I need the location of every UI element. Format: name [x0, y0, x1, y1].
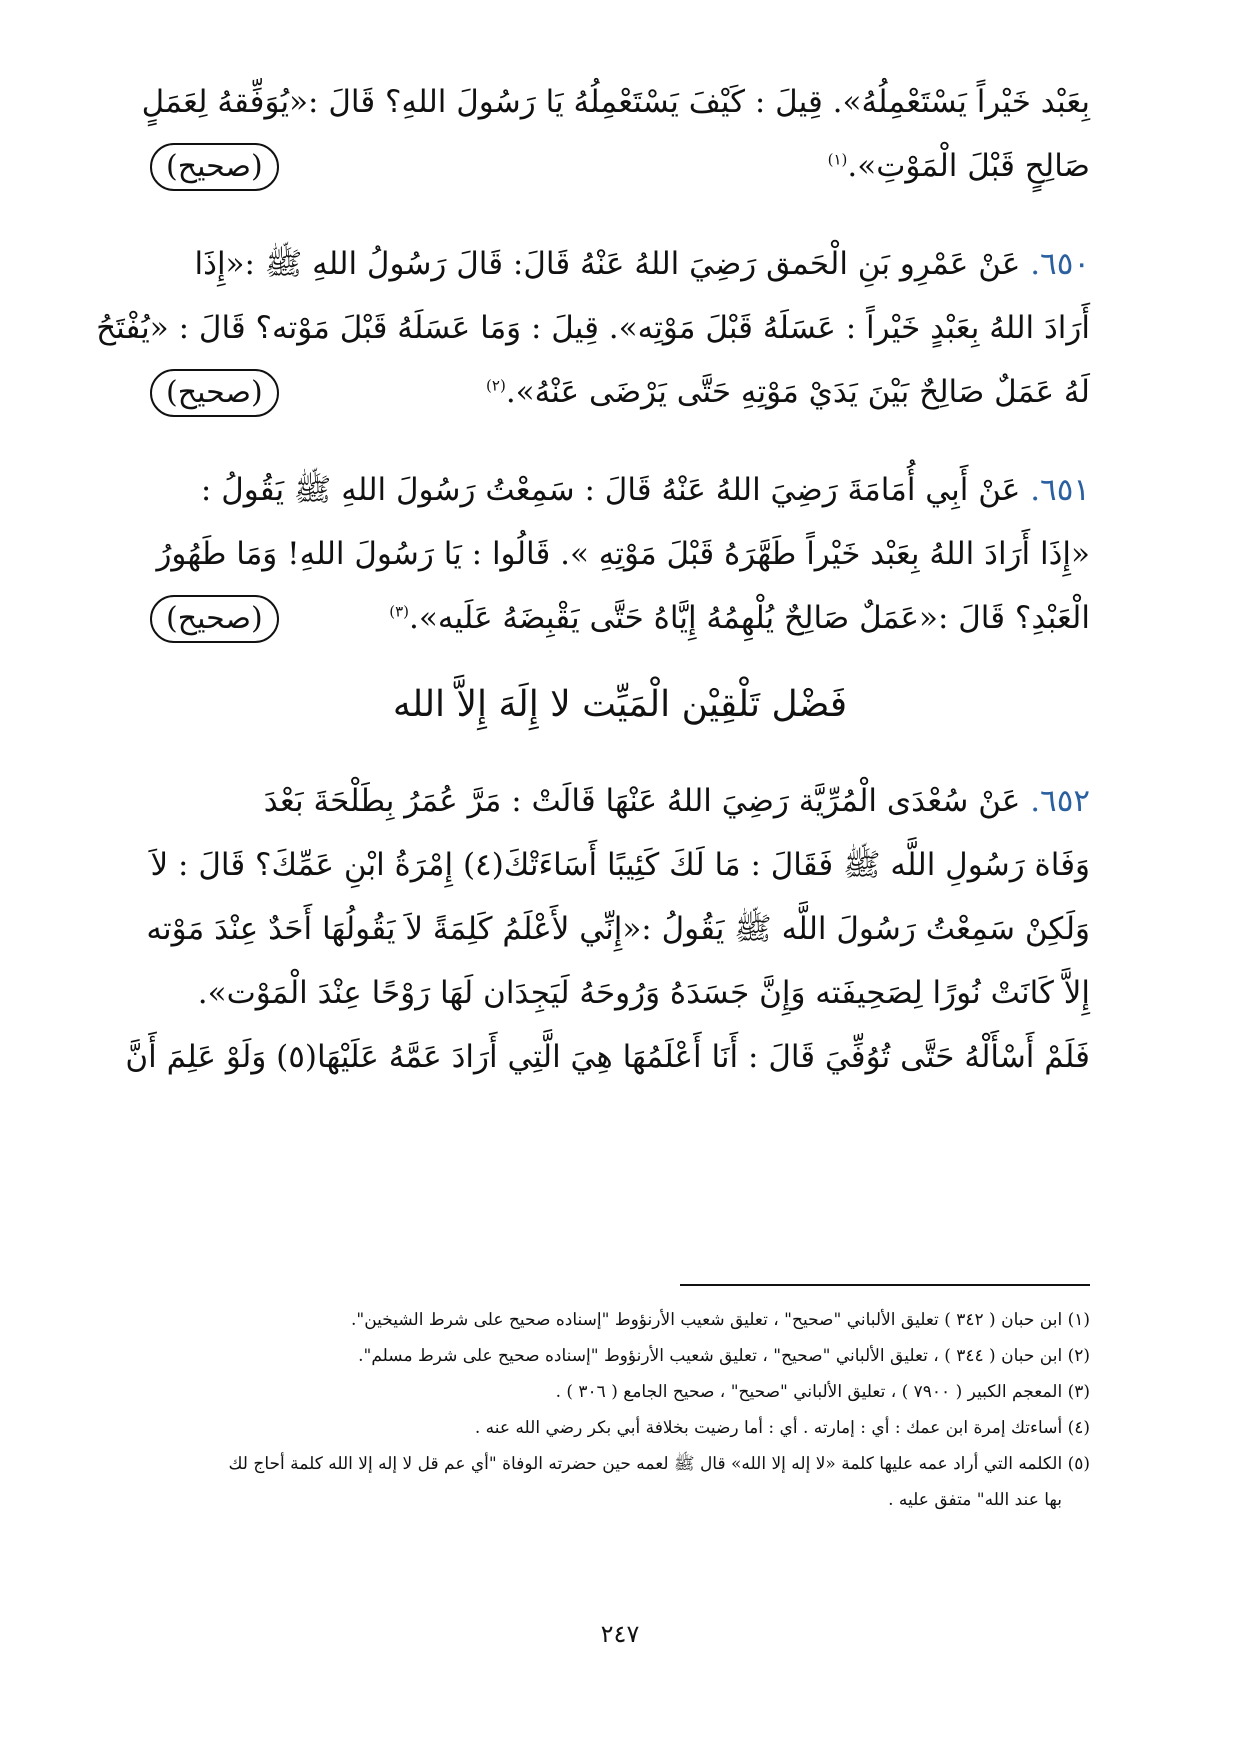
- text-line-content: [201, 458, 1090, 522]
- text-line-content: أَرَادَ اللهُ بِعَبْدٍ خَيْراً : عَسَلَهُ قَبْلَ مَوْتِه». قِيلَ : وَمَا عَسَلَهُ قَبْلَ مَوْته؟ قَالَ : «يُفْتَحُ: [96, 310, 1090, 346]
- text-line-content: «إِذَا أَرَادَ اللهُ بِعَبْد خَيْراً طَهَّرَهُ قَبْلَ مَوْتِهِ ». قَالُوا : يَا رَسُولَ اللهِ! وَمَا طَهُورُ: [156, 536, 1090, 572]
- footnote-ref[interactable]: (٢): [486, 376, 506, 395]
- text-line-content: وَفَاة رَسُولِ اللَّه ﷺ فَقَالَ : مَا لَكَ كَئِيبًا أَسَاءَتْكَ(٤) إِمْرَةُ ابْنِ عَمِّكَ؟ قَالَ : لاَ: [150, 847, 1090, 883]
- hadith-651: [150, 458, 1090, 650]
- text-line-content: [264, 769, 1090, 833]
- text-line: [96, 296, 1090, 360]
- text-line: [150, 522, 1090, 586]
- text-segment: عَنْ أَبِي أُمَامَةَ رَضِيَ اللهُ عَنْهُ قَالَ : سَمِعْتُ رَسُولَ اللهِ ﷺ يَقُولُ :: [200, 472, 1021, 508]
- hadith-number: ٦٥٢.: [1030, 783, 1090, 819]
- text-line: [150, 458, 1090, 522]
- text-line-content: [195, 232, 1090, 296]
- text-segment: لَهُ عَمَلٌ صَالِحٌ بَيْنَ يَدَيْ مَوْتِهِ حَتَّى يَرْضَى عَنْهُ».: [505, 374, 1090, 410]
- hadith-652: [125, 769, 1090, 1089]
- hadith-number: ٦٥١.: [1030, 472, 1090, 508]
- grade-badge: (صحيح): [150, 143, 279, 191]
- text-line: [141, 70, 1090, 134]
- text-line: [150, 134, 1090, 198]
- text-line: [150, 833, 1090, 897]
- text-line-content: [486, 360, 1090, 424]
- text-segment: عَنْ سُعْدَى الْمُرِّيَّة رَضِيَ اللهُ عَنْهَا قَالَتْ : مَرَّ عُمَرُ بِطَلْحَةَ بَعْدَ: [263, 783, 1021, 819]
- text-segment: الْعَبْدِ؟ قَالَ :«عَمَلٌ صَالِحٌ يُلْهِمُهُ إِيَّاهُ حَتَّى يَقْبِضَهُ عَلَيه».: [409, 600, 1090, 636]
- text-segment: صَالِحٍ قَبْلَ الْمَوْتِ».: [847, 148, 1090, 184]
- footnote-ref[interactable]: (١): [827, 150, 848, 169]
- footnote-separator: [680, 1284, 1090, 1286]
- grade-badge: (صحيح): [150, 595, 279, 643]
- text-line-content: إِلاَّ كَانَتْ نُورًا لِصَحِيفَته وَإِنَّ جَسَدَهُ وَرُوحَهُ لَيَجِدَان لَهَا رَوْحًا عِنْدَ الْمَوْت».: [197, 975, 1090, 1011]
- footnote-1: (١) ابن حبان ( ٣٤٢ ) تعليق الألباني "صحيح" ، تعليق شعيب الأرنؤوط "إسناده صحيح على شرط الشيخين".: [350, 1310, 1090, 1330]
- text-line: [150, 769, 1090, 833]
- text-line-content: وَلَكِنْ سَمِعْتُ رَسُولَ اللَّه ﷺ يَقُولُ :«إِنِّي لأَعْلَمُ كَلِمَةً لاَ يَقُولُهَا أَحَدٌ عِنْدَ مَوْته: [146, 911, 1090, 947]
- footnotes: [150, 1302, 1090, 1518]
- hadith-number: ٦٥٠.: [1030, 246, 1090, 282]
- hadith-continuation: [141, 70, 1090, 198]
- page-body: [96, 70, 1090, 1123]
- text-line: [150, 586, 1090, 650]
- section-heading: فَضْل تَلْقِيْن الْمَيِّت لا إِلَهَ إِلاَّ الله: [392, 684, 848, 725]
- text-line: [150, 232, 1090, 296]
- footnote-4: (٤) أساءتك إمرة ابن عمك : أي : إمارته . أي : أما رضيت بخلافة أبي بكر رضي الله عنه .: [474, 1418, 1090, 1438]
- text-line-content: [828, 134, 1090, 198]
- footnote-2: (٢) ابن حبان ( ٣٤٤ ) ، تعليق الألباني "صحيح" ، تعليق شعيب الأرنؤوط "إسناده صحيح على شرط مسلم".: [358, 1346, 1090, 1366]
- grade-badge: (صحيح): [150, 369, 279, 417]
- page-number: ٢٤٧: [600, 1620, 640, 1648]
- footnote-5: (٥) الكلمه التي أراد عمه عليها كلمة «لا إله إلا الله» قال ﷺ لعمه حين حضرته الوفاة "أي عم قل لا إله إلا الله كلمة أحاج لك: [228, 1454, 1090, 1474]
- hadith-650: [96, 232, 1090, 424]
- text-line-content: فَلَمْ أَسْأَلْهُ حَتَّى تُوُفِّيَ قَالَ : أَنَا أَعْلَمُهَا هِيَ الَّتِي أَرَادَ عَمَّهُ عَلَيْهَا(٥) وَلَوْ عَلِمَ أَنَّ: [125, 1039, 1090, 1075]
- footnote-ref[interactable]: (٣): [389, 602, 410, 621]
- footnote-5-continuation: بها عند الله" متفق عليه .: [888, 1490, 1062, 1510]
- text-line: [150, 961, 1090, 1025]
- text-line-content: بِعَبْد خَيْراً يَسْتَعْمِلُهُ». قِيلَ : كَيْفَ يَسْتَعْمِلُهُ يَا رَسُولَ اللهِ؟ قَالَ :«يُوَفِّقهُ لِعَمَلٍ: [141, 84, 1090, 120]
- footnote-3: (٣) المعجم الكبير ( ٧٩٠٠ ) ، تعليق الألباني "صحيح" ، صحيح الجامع ( ٣٠٦ ) .: [555, 1382, 1090, 1402]
- text-line: [125, 1025, 1090, 1089]
- text-line-content: [389, 586, 1090, 650]
- text-line: [150, 360, 1090, 424]
- text-segment: عَنْ عَمْرِو بَنِ الْحَمق رَضِيَ اللهُ عَنْهُ قَالَ: قَالَ رَسُولُ اللهِ ﷺ :«إِذَا: [194, 246, 1021, 282]
- text-line: [146, 897, 1090, 961]
